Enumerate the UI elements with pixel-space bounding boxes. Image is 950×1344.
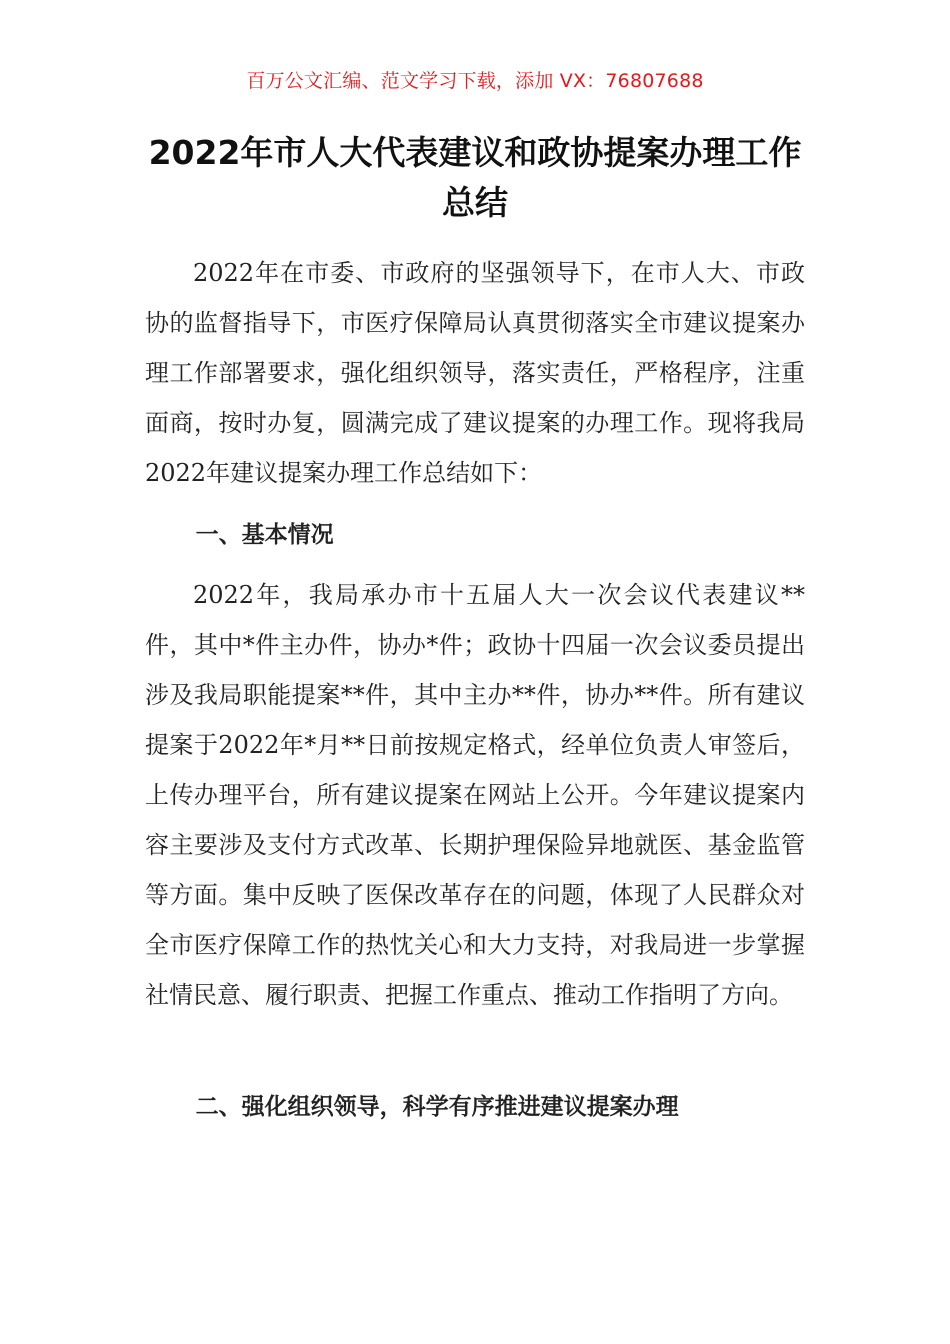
intro-paragraph — [145, 248, 805, 498]
section-heading-basic-situation: 一、基本情况 — [195, 522, 334, 548]
basic-situation-paragraph — [145, 570, 805, 1020]
section-heading-organization: 二、强化组织领导，科学有序推进建议提案办理 — [195, 1094, 679, 1120]
paragraph-text: 2022年在市委、市政府的坚强领导下，在市人大、市政协的监督指导下，市医疗保障局认真贯彻落实全市建议提案办理工作部署要求，强化组织领导，落实责任，严格程序，注重面商，按时办复，圆满完成了建议提案的办理工作。现将我局2022年建议提案办理工作总结如下： — [145, 259, 805, 487]
paragraph-text: 2022年，我局承办市十五届人大一次会议代表建议**件，其中*件主办件，协办*件；政协十四届一次会议委员提出涉及我局职能提案**件，其中主办**件，协办**件。所有建议提案于2022年*月**日前按规定格式，经单位负责人审签后，上传办理平台，所有建议提案在网站上公开。今年建议提案内容主要涉及支付方式改革、长期护理保险异地就医、基金监管等方面。集中反映了医保改革存在的问题，体现了人民群众对全市医疗保障工作的热忱关心和大力支持，对我局进一步掌握社情民意、履行职责、把握工作重点、推动工作指明了方向。 — [145, 581, 805, 1009]
watermark-banner: 百万公文汇编、范文学习下载，添加 VX：76807688 — [246, 70, 704, 92]
document-title: 2022年市人大代表建议和政协提案办理工作总结 — [148, 133, 802, 222]
